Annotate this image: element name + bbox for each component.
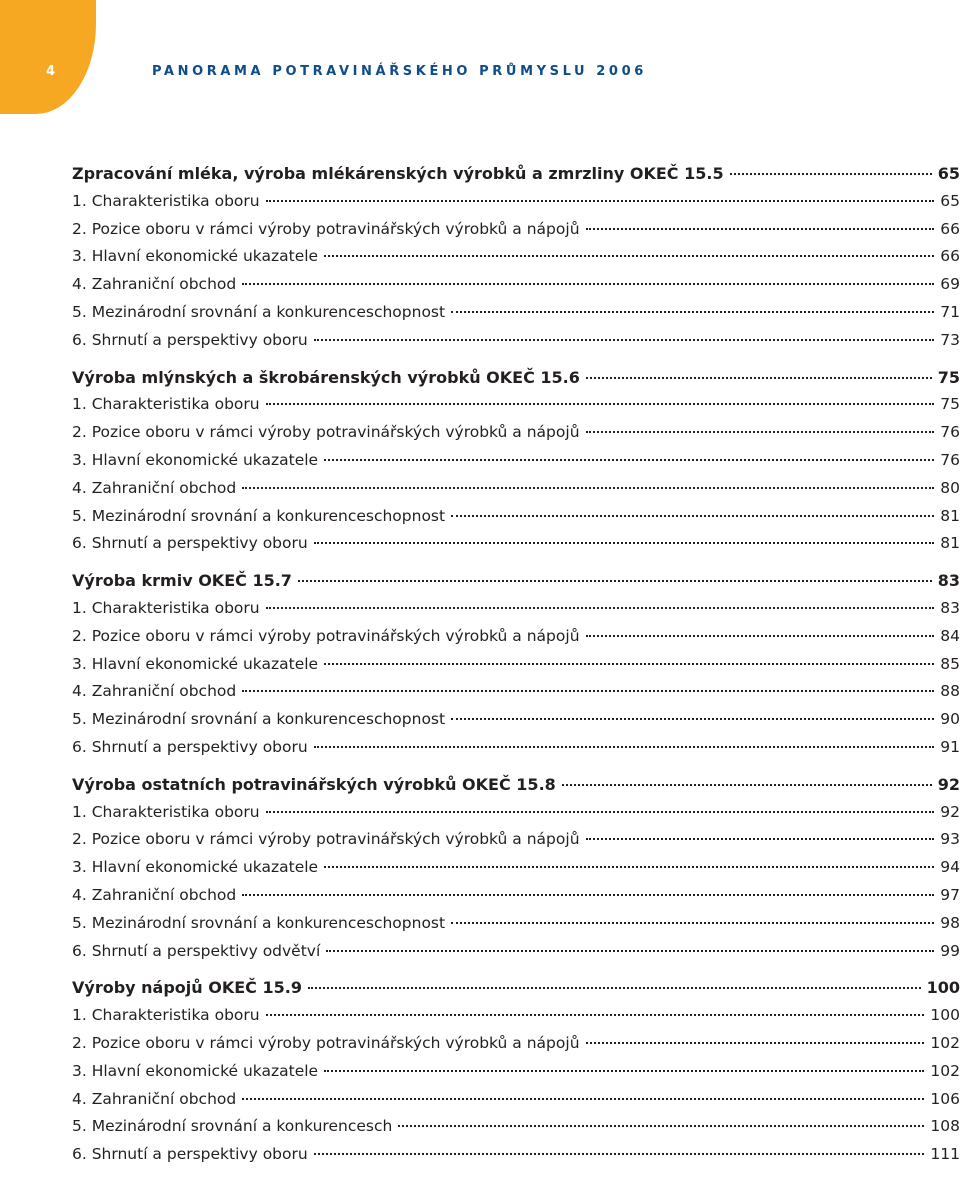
- dot-leader: [324, 662, 934, 665]
- dot-leader: [266, 810, 935, 813]
- toc-entry-page-number: 81: [940, 534, 960, 553]
- toc-entry[interactable]: [72, 391, 960, 419]
- dot-leader: [266, 1013, 925, 1016]
- toc-entry-label: 4. Zahraniční obchod: [72, 885, 237, 904]
- toc-section-heading-label: Zpracování mléka, výroba mlékárenských výrobků a zmrzliny OKEČ 15.5: [72, 164, 724, 183]
- toc-entry-page-number: 91: [940, 737, 960, 756]
- dot-leader: [562, 783, 932, 786]
- toc-entry-page-number: 65: [940, 191, 960, 210]
- dot-leader: [266, 199, 935, 202]
- dot-leader: [314, 745, 935, 748]
- toc-entry-label: 5. Mezinárodní srovnání a konkurenceschopnost: [72, 913, 446, 932]
- toc-entry-label: 2. Pozice oboru v rámci výroby potravinářských výrobků a nápojů: [72, 626, 580, 645]
- toc-entry[interactable]: [72, 530, 960, 558]
- toc-entry[interactable]: [72, 678, 960, 706]
- toc-entry-page-number: 90: [940, 710, 960, 729]
- dot-leader: [324, 1069, 924, 1072]
- toc-entry-page-number: 99: [940, 941, 960, 960]
- toc-entry[interactable]: [72, 1030, 960, 1058]
- toc-entry-page-number: 106: [930, 1089, 960, 1108]
- toc-entry-page-number: 92: [940, 802, 960, 821]
- toc-entry-page-number: 108: [930, 1117, 960, 1136]
- toc-section-heading-label: Výroby nápojů OKEČ 15.9: [72, 978, 302, 998]
- toc-entry[interactable]: [72, 216, 960, 244]
- toc-entry[interactable]: [72, 419, 960, 447]
- toc-entry-page-number: 102: [930, 1033, 960, 1052]
- dot-leader: [398, 1124, 924, 1127]
- toc-section: [72, 771, 960, 966]
- toc-entry-page-number: 97: [940, 885, 960, 904]
- toc-section-heading-page-number: 65: [937, 164, 960, 183]
- toc-section-heading-label: Výroba krmiv OKEČ 15.7: [72, 571, 292, 591]
- toc-entry-label: 1. Charakteristika oboru: [72, 1006, 260, 1025]
- page-number: 4: [46, 64, 56, 79]
- toc-entry-page-number: 83: [940, 598, 960, 617]
- dot-leader: [324, 458, 934, 461]
- dot-leader: [324, 254, 934, 257]
- toc-entry-page-number: 73: [940, 330, 960, 349]
- dot-leader: [324, 865, 934, 868]
- dot-leader: [242, 486, 934, 489]
- dot-leader: [586, 837, 935, 840]
- toc-entry[interactable]: [72, 938, 960, 966]
- dot-leader: [314, 541, 935, 544]
- toc-entry-label: 6. Shrnutí a perspektivy oboru: [72, 1145, 308, 1164]
- toc-section-heading[interactable]: [72, 160, 960, 188]
- toc-entry-label: 5. Mezinárodní srovnání a konkurencesch: [72, 1117, 393, 1136]
- toc-section-heading[interactable]: [72, 974, 960, 1002]
- toc-entry-page-number: 88: [940, 682, 960, 701]
- table-of-contents: [72, 160, 960, 1178]
- toc-entry-label: 1. Charakteristika oboru: [72, 802, 260, 821]
- toc-entry-page-number: 76: [940, 423, 960, 442]
- dot-leader: [326, 949, 934, 952]
- dot-leader: [242, 282, 934, 285]
- dot-leader: [308, 986, 921, 989]
- toc-entry[interactable]: [72, 503, 960, 531]
- toc-entry[interactable]: [72, 1002, 960, 1030]
- toc-entry-label: 3. Hlavní ekonomické ukazatele: [72, 1061, 319, 1080]
- dot-leader: [314, 1152, 925, 1155]
- toc-entry[interactable]: [72, 651, 960, 679]
- dot-leader: [586, 376, 932, 379]
- toc-section: [72, 364, 960, 559]
- toc-entry[interactable]: [72, 882, 960, 910]
- toc-entry-label: 1. Charakteristika oboru: [72, 598, 260, 617]
- toc-entry[interactable]: [72, 447, 960, 475]
- toc-section-heading-page-number: 83: [937, 571, 960, 591]
- toc-entry-label: 2. Pozice oboru v rámci výroby potravinářských výrobků a nápojů: [72, 1033, 580, 1052]
- toc-section-heading[interactable]: [72, 771, 960, 799]
- toc-entry[interactable]: [72, 1113, 960, 1141]
- toc-entry[interactable]: [72, 299, 960, 327]
- toc-section-heading[interactable]: [72, 567, 960, 595]
- toc-entry-page-number: 94: [940, 858, 960, 877]
- toc-entry[interactable]: [72, 854, 960, 882]
- dot-leader: [586, 634, 935, 637]
- dot-leader: [298, 579, 932, 582]
- toc-entry-label: 4. Zahraniční obchod: [72, 275, 237, 294]
- toc-section-heading[interactable]: [72, 364, 960, 392]
- toc-entry[interactable]: [72, 910, 960, 938]
- toc-entry-page-number: 80: [940, 478, 960, 497]
- toc-entry-label: 5. Mezinárodní srovnání a konkurenceschopnost: [72, 302, 446, 321]
- dot-leader: [586, 430, 935, 433]
- dot-leader: [266, 402, 935, 405]
- toc-entry[interactable]: [72, 734, 960, 762]
- toc-entry[interactable]: [72, 1141, 960, 1169]
- dot-leader: [451, 717, 934, 720]
- toc-entry[interactable]: [72, 271, 960, 299]
- toc-entry[interactable]: [72, 327, 960, 355]
- toc-section-heading-label: Výroba ostatních potravinářských výrobků OKEČ 15.8: [72, 774, 556, 794]
- toc-entry-label: 6. Shrnutí a perspektivy oboru: [72, 534, 308, 553]
- toc-section: [72, 974, 960, 1169]
- toc-entry-page-number: 75: [940, 395, 960, 414]
- toc-entry[interactable]: [72, 243, 960, 271]
- toc-entry-page-number: 66: [940, 247, 960, 266]
- toc-entry-label: 6. Shrnutí a perspektivy oboru: [72, 330, 308, 349]
- toc-entry-page-number: 93: [940, 830, 960, 849]
- toc-entry-page-number: 69: [940, 275, 960, 294]
- dot-leader: [730, 172, 932, 175]
- dot-leader: [314, 338, 935, 341]
- toc-entry[interactable]: [72, 188, 960, 216]
- dot-leader: [451, 921, 934, 924]
- toc-entry-label: 6. Shrnutí a perspektivy oboru: [72, 737, 308, 756]
- toc-section: [72, 567, 960, 762]
- dot-leader: [451, 310, 934, 313]
- toc-entry-label: 3. Hlavní ekonomické ukazatele: [72, 654, 319, 673]
- toc-section: [72, 160, 960, 355]
- toc-entry-page-number: 71: [940, 302, 960, 321]
- toc-entry-label: 3. Hlavní ekonomické ukazatele: [72, 450, 319, 469]
- toc-entry-label: 2. Pozice oboru v rámci výroby potravinářských výrobků a nápojů: [72, 830, 580, 849]
- toc-entry-page-number: 100: [930, 1006, 960, 1025]
- toc-entry-label: 3. Hlavní ekonomické ukazatele: [72, 247, 319, 266]
- toc-entry-label: 4. Zahraniční obchod: [72, 682, 237, 701]
- toc-entry-label: 2. Pozice oboru v rámci výroby potravinářských výrobků a nápojů: [72, 423, 580, 442]
- toc-section-heading-label: Výroba mlýnských a škrobárenských výrobků OKEČ 15.6: [72, 367, 580, 387]
- toc-entry-label: 3. Hlavní ekonomické ukazatele: [72, 858, 319, 877]
- toc-entry-page-number: 85: [940, 654, 960, 673]
- dot-leader: [451, 514, 934, 517]
- toc-entry-label: 1. Charakteristika oboru: [72, 395, 260, 414]
- toc-entry-page-number: 66: [940, 219, 960, 238]
- toc-section-heading-page-number: 100: [926, 978, 960, 998]
- toc-entry-label: 6. Shrnutí a perspektivy odvětví: [72, 941, 321, 960]
- toc-entry-label: 5. Mezinárodní srovnání a konkurenceschopnost: [72, 506, 446, 525]
- toc-entry-page-number: 81: [940, 506, 960, 525]
- toc-section-heading-page-number: 75: [937, 367, 960, 387]
- toc-entry[interactable]: [72, 1058, 960, 1086]
- corner-tab-decoration: [0, 0, 96, 114]
- running-title: PANORAMA POTRAVINÁŘSKÉHO PRŮMYSLU 2006: [152, 64, 647, 79]
- toc-entry-label: 4. Zahraniční obchod: [72, 1089, 237, 1108]
- dot-leader: [242, 1097, 924, 1100]
- toc-entry[interactable]: [72, 799, 960, 827]
- toc-entry-page-number: 98: [940, 913, 960, 932]
- dot-leader: [266, 606, 935, 609]
- toc-entry-label: 1. Charakteristika oboru: [72, 191, 260, 210]
- toc-entry-label: 2. Pozice oboru v rámci výroby potravinářských výrobků a nápojů: [72, 219, 580, 238]
- toc-entry[interactable]: [72, 1086, 960, 1114]
- toc-entry-label: 4. Zahraniční obchod: [72, 478, 237, 497]
- toc-entry-page-number: 102: [930, 1061, 960, 1080]
- dot-leader: [586, 1041, 925, 1044]
- toc-entry-page-number: 111: [930, 1145, 960, 1164]
- toc-entry-page-number: 84: [940, 626, 960, 645]
- toc-section-heading-page-number: 92: [937, 774, 960, 794]
- toc-entry[interactable]: [72, 595, 960, 623]
- toc-entry-page-number: 76: [940, 450, 960, 469]
- dot-leader: [242, 893, 934, 896]
- dot-leader: [242, 689, 934, 692]
- dot-leader: [586, 227, 935, 230]
- toc-entry[interactable]: [72, 706, 960, 734]
- toc-entry[interactable]: [72, 475, 960, 503]
- toc-entry-label: 5. Mezinárodní srovnání a konkurenceschopnost: [72, 710, 446, 729]
- toc-entry[interactable]: [72, 826, 960, 854]
- toc-entry[interactable]: [72, 623, 960, 651]
